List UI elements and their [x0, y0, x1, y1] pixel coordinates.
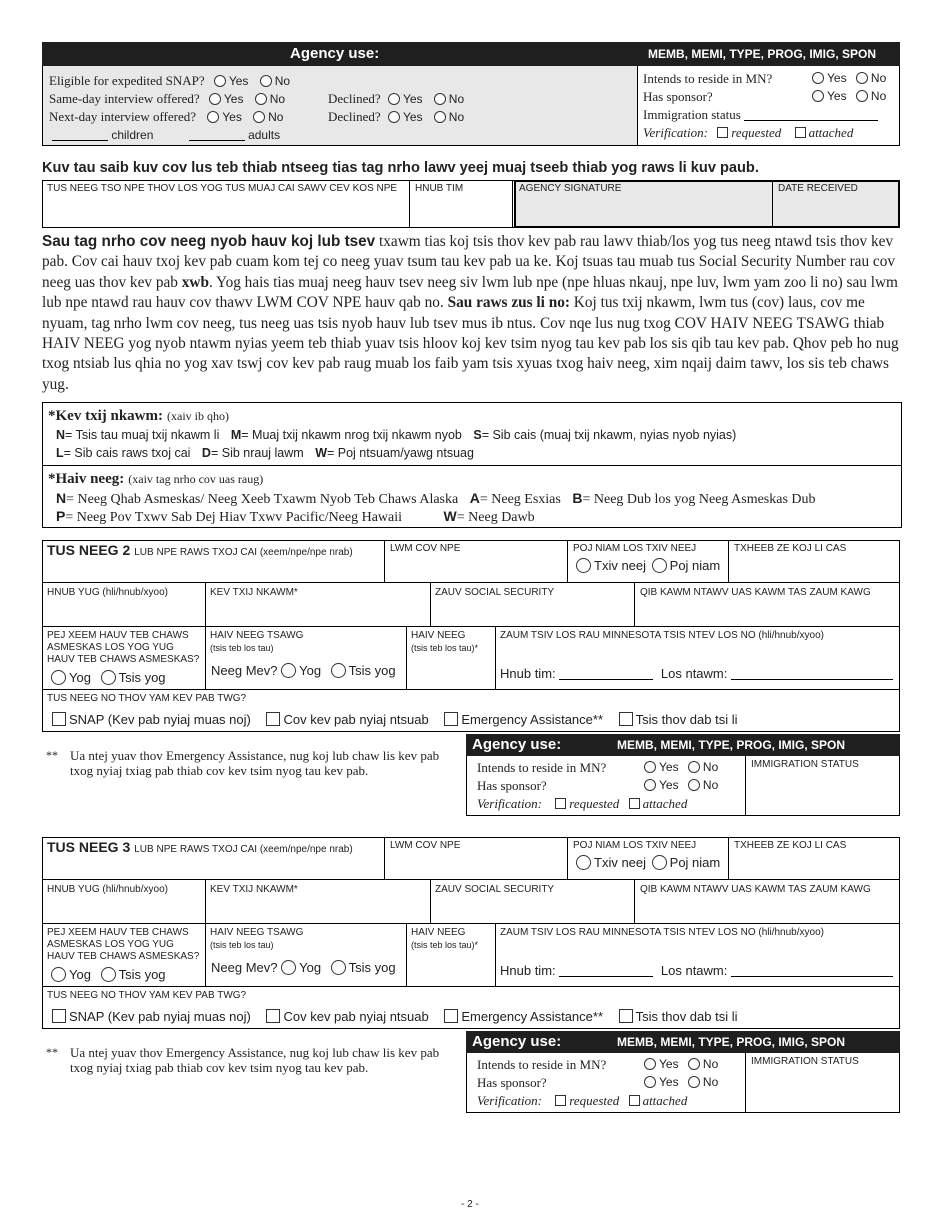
yes-label: Yes: [827, 89, 847, 103]
instructions-text-1: txawm tias koj tsis thov kev pab rau lawv thiab/los yog tus neeg ntawd tsis thov kev pab. Cov cai hauv txoj kev pab cuam kom tej co neeg yuav tsum tau kev pab ua ke. Koj tsuas tau muab tus Social Security Number rau cov neeg uas thov kev pab: [42, 233, 896, 291]
male-radio[interactable]: [576, 558, 591, 573]
code-text: = Neeg Esxias: [479, 492, 561, 507]
next-day-yes-radio[interactable]: [207, 111, 219, 123]
code-text: = Poj ntsuam/yawg ntsuag: [327, 446, 474, 460]
hispanic-no-radio[interactable]: [101, 967, 116, 982]
declined-label: Declined?: [328, 91, 381, 106]
yes-label: Yes: [228, 74, 249, 88]
imm-status-label: Immigration status: [643, 107, 741, 122]
race-legend-line-1: [56, 490, 816, 508]
yes-label: Yes: [402, 92, 423, 106]
no-label: No: [702, 1075, 719, 1089]
attached-label: attached: [808, 125, 854, 140]
yes-label: Yes: [222, 110, 242, 124]
education-label: QIB KAWM NTAWV UAS KAWM TAS ZAUM KAWG: [640, 884, 871, 895]
race-legend-title: [48, 470, 263, 488]
none-label: Tsis thov dab tsi li: [635, 712, 738, 727]
date-received-label: DATE RECEIVED: [778, 183, 858, 194]
cash-checkbox[interactable]: [266, 1009, 280, 1023]
top-sponsor-yes-radio[interactable]: [812, 90, 824, 102]
col-line: [205, 879, 206, 923]
sex-options: [576, 855, 720, 870]
top-intends-options: [812, 71, 886, 85]
code-text: = Tsis tau muaj txij nkawm li: [65, 428, 220, 442]
minority-label: HAIV NEEG TSAWG: [210, 630, 304, 641]
requested-label: requested: [569, 1093, 620, 1108]
code: W: [315, 446, 327, 460]
emergency-note: Ua ntej yuav thov Emergency Assistance, nug koj lub chaw lis kev pab txog nyiaj txiag pab thiab cov kev tsim nyog tau kev pab.: [70, 748, 440, 778]
agency-divider: [637, 66, 638, 146]
children-label: children: [111, 128, 154, 142]
col-line: [406, 923, 407, 986]
race-title: *Haiv neeg:: [48, 471, 125, 487]
code-text: = Sib cais raws txoj cai: [63, 446, 191, 460]
row-line: [42, 689, 900, 690]
instructions-lead: Sau tag nrho cov neeg nyob hauv koj lub tsev: [42, 233, 376, 250]
hispanic-label-2: ASMESKAS LOS YOG YUG: [47, 642, 174, 653]
female-radio[interactable]: [652, 855, 667, 870]
minority-sub-label: (tsis teb los tau): [210, 940, 274, 950]
emergency-note: Ua ntej yuav thov Emergency Assistance, nug koj lub chaw lis kev pab txog nyiaj txiag pab thiab cov kev tsim nyog tau kev pab.: [70, 1045, 440, 1075]
col-line: [205, 923, 206, 986]
arrival-date-field[interactable]: [559, 965, 653, 977]
intends-no-radio[interactable]: [688, 761, 700, 773]
agency-use-codes: MEMB, MEMI, TYPE, PROG, IMIG, SPON: [648, 47, 877, 61]
code: P: [56, 508, 66, 524]
yes-label: Yes: [659, 1075, 679, 1089]
tsis-yog-label: Tsis yog: [348, 960, 396, 975]
signature-date-field[interactable]: HNUB TIM: [415, 183, 464, 194]
arrived-fields: [500, 963, 893, 978]
no-label: No: [702, 760, 719, 774]
yes-label: Yes: [659, 1057, 679, 1071]
sex-label: POJ NIAM LOS TXIV NEEJ: [573, 840, 697, 851]
declined-row-1: [328, 91, 464, 107]
col-line: [205, 626, 206, 689]
hispanic-yes-radio[interactable]: [51, 670, 66, 685]
code-text: = Sib cais (muaj txij nkawm, nyias nyob nyias): [481, 428, 737, 442]
note-mark: **: [46, 1045, 58, 1059]
applicant-signature-field[interactable]: TUS NEEG TSO NPE THOV LOS YOG TUS MUAJ CAI SAWV CEV KOS NPE: [47, 183, 398, 194]
yes-label: Yes: [223, 92, 244, 106]
female-label: Poj niam: [669, 855, 721, 870]
declined-2-no-radio[interactable]: [434, 111, 446, 123]
row-line: [42, 582, 900, 583]
sponsor-yes-radio[interactable]: [644, 1076, 656, 1088]
sponsor-no-radio[interactable]: [688, 779, 700, 791]
yog-label: Yog: [299, 663, 322, 678]
ea-checkbox[interactable]: [444, 1009, 458, 1023]
top-intends-label: Intends to reside in MN?: [643, 71, 773, 86]
sex-options: [576, 558, 720, 573]
mexican-yes-radio[interactable]: [281, 663, 296, 678]
instructions-text-2: . Yog hais tias muaj neeg hauv tsev neeg siv lwm lub npe (npe hluas nkauj, npe luv, lwm yam zoo li no) sau lwm lub npe ntawd rau hauv cov thawv LWM COV NPE hauv qab no.: [42, 273, 898, 312]
yes-label: Yes: [659, 760, 679, 774]
row-line: [42, 879, 900, 880]
place-label: Los ntawm:: [660, 963, 728, 978]
signature-heading: Kuv tau saib kuv cov lus teb thiab ntseeg tias tag nrho lawv yeej muaj tseeb thiab yog raws li kuv paub.: [42, 160, 759, 176]
col-line: [728, 837, 729, 879]
person-2-title: TUS NEEG 2: [47, 542, 131, 558]
intends-options: [644, 760, 718, 774]
marital-legend-title: [48, 407, 229, 425]
intends-options: [644, 1057, 718, 1071]
marital-legend-line-1: [56, 428, 736, 442]
hispanic-options: [51, 967, 166, 982]
no-label: No: [702, 778, 719, 792]
programs-options: [52, 1009, 738, 1024]
intends-label: Intends to reside in MN?: [477, 760, 607, 775]
code: W: [443, 508, 457, 524]
code-text: = Neeg Dub los yog Neeg Asmeskas Dub: [582, 492, 816, 507]
next-day-row: [49, 109, 283, 125]
col-line: [384, 540, 385, 582]
hispanic-label-1: PEJ XEEM HAUV TEB CHAWS: [47, 927, 189, 938]
none-checkbox[interactable]: [619, 712, 633, 726]
agency-divider: [745, 1053, 746, 1113]
requested-checkbox[interactable]: [555, 1095, 566, 1106]
declined-1-no-radio[interactable]: [434, 93, 446, 105]
no-label: No: [702, 1057, 719, 1071]
next-day-no-radio[interactable]: [253, 111, 265, 123]
yes-label: Yes: [659, 778, 679, 792]
intends-label: Intends to reside in MN?: [477, 1057, 607, 1072]
tsis-yog-label: Tsis yog: [348, 663, 396, 678]
female-label: Poj niam: [669, 558, 721, 573]
agency-signature-label: AGENCY SIGNATURE: [519, 183, 622, 194]
code-text: = Neeg Pov Txwv Sab Dej Hiav Txwv Pacific/Neeg Hawaii: [65, 510, 403, 525]
top-sponsor-label: Has sponsor?: [643, 89, 713, 104]
col-line: [430, 582, 431, 626]
code: M: [230, 428, 242, 442]
verification-label: Verification:: [643, 125, 708, 140]
marital-note: (xaiv ib qho): [167, 409, 229, 423]
col-line: [406, 626, 407, 689]
male-label: Txiv neej: [594, 855, 647, 870]
cash-label: Cov kev pab nyiaj ntsuab: [283, 712, 429, 727]
race-note: (xaiv tag nrho cov uas raug): [128, 472, 264, 486]
requested-checkbox[interactable]: [555, 798, 566, 809]
row-line: [42, 626, 900, 627]
requested-label: requested: [731, 125, 782, 140]
hispanic-yes-radio[interactable]: [51, 967, 66, 982]
cash-checkbox[interactable]: [266, 712, 280, 726]
attached-label: attached: [642, 1093, 688, 1108]
mexican-q-label: Neeg Mev?: [211, 663, 278, 678]
same-day-label: Same-day interview offered?: [49, 91, 200, 106]
top-intends-no-radio[interactable]: [856, 72, 868, 84]
page-number: - 2 -: [461, 1199, 479, 1210]
hispanic-label-3: HAUV TEB CHAWS ASMESKAS?: [47, 654, 200, 665]
date-label: Hnub tim:: [500, 666, 556, 681]
none-label: Tsis thov dab tsi li: [635, 1009, 738, 1024]
imm-status-field[interactable]: [744, 109, 878, 121]
programs-label: TUS NEEG NO THOV YAM KEV PAB TWG?: [47, 990, 247, 1001]
no-label: No: [448, 110, 465, 124]
top-verification-row: [643, 125, 853, 141]
top-sponsor-options: [812, 89, 886, 103]
same-day-no-radio[interactable]: [255, 93, 267, 105]
hispanic-label-2: ASMESKAS LOS YOG YUG: [47, 939, 174, 950]
ssn-label: ZAUV SOCIAL SECURITY: [435, 884, 555, 895]
declined-row-2: [328, 109, 464, 125]
yog-label: Yog: [299, 960, 322, 975]
sponsor-no-radio[interactable]: [688, 1076, 700, 1088]
code: D: [201, 446, 211, 460]
race-label: HAIV NEEG: [411, 630, 466, 641]
yes-label: Yes: [402, 110, 423, 124]
attached-checkbox[interactable]: [629, 798, 640, 809]
marital-title: *Kev txij nkawm:: [48, 408, 163, 424]
mexican-no-radio[interactable]: [331, 960, 346, 975]
legal-name-label: LUB NPE RAWS TXOJ CAI (xeem/npe/npe nrab): [134, 547, 353, 558]
adults-label: adults: [248, 128, 281, 142]
expedited-no-radio[interactable]: [260, 75, 272, 87]
attached-label: attached: [642, 796, 688, 811]
yog-label: Yog: [69, 670, 91, 685]
col-line: [430, 879, 431, 923]
snap-label: SNAP (Kev pab nyiaj muas noj): [69, 1009, 251, 1024]
agency-title: Agency use:: [472, 736, 562, 753]
other-names-label: LWM COV NPE: [390, 840, 461, 851]
intends-yes-radio[interactable]: [644, 1058, 656, 1070]
immigration-status-label: IMMIGRATION STATUS: [751, 759, 859, 770]
race-sub-label: (tsis teb los tau)*: [411, 940, 479, 950]
no-label: No: [274, 74, 291, 88]
arrived-label: ZAUM TSIV LOS RAU MINNESOTA TSIS NTEV LOS NO (hli/hnub/xyoo): [500, 630, 824, 641]
sex-label: POJ NIAM LOS TXIV NEEJ: [573, 543, 697, 554]
hispanic-label-3: HAUV TEB CHAWS ASMESKAS?: [47, 951, 200, 962]
col-line: [567, 540, 568, 582]
agency-codes: MEMB, MEMI, TYPE, PROG, IMIG, SPON: [617, 738, 846, 752]
no-label: No: [870, 71, 887, 85]
attached-checkbox[interactable]: [629, 1095, 640, 1106]
sig-divider-1: [409, 180, 410, 228]
instructions-text-3: Koj tus txij nkawm, lwm tus (cov) laus, cov me nyuam, tag nrho lwm cov neeg, tus neeg uas tsis nyob hauv lub tsev mus ib ntus. Cov nqe lus nug txog COV HAIV NEEG TSAWG thiab HAIV NEEG yog nyob ntawm nyias yeem teb thiab yuav tsis hloov koj kev tsim nyog tau kev pab los sis qib tau kev pab. Qhov peb ho nug txog ntsiab lus qhia no yog xav tswj cov kev pab raug muab los faib yam tsis xyuas txog haiv neeg, xim nqaij daim tawv, los sis teb chaws yug.: [42, 294, 899, 393]
legend-divider: [42, 465, 902, 466]
expedited-yes-radio[interactable]: [214, 75, 226, 87]
no-label: No: [870, 89, 887, 103]
ea-checkbox[interactable]: [444, 712, 458, 726]
code-text: = Neeg Qhab Asmeskas/ Neeg Xeeb Txawm Nyob Teb Chaws Alaska: [66, 492, 459, 507]
race-legend-line-2: [56, 508, 535, 526]
minority-options: [211, 663, 396, 678]
ea-label: Emergency Assistance**: [461, 1009, 603, 1024]
arrival-place-field[interactable]: [731, 668, 893, 680]
mexican-q-label: Neeg Mev?: [211, 960, 278, 975]
ea-label: Emergency Assistance**: [461, 712, 603, 727]
dob-label: HNUB YUG (hli/hnub/xyoo): [47, 884, 168, 895]
children-count-field[interactable]: [52, 129, 108, 141]
person-3-section: [0, 837, 950, 1117]
arrival-date-field[interactable]: [559, 668, 653, 680]
row-line: [42, 923, 900, 924]
top-attached-checkbox[interactable]: [795, 127, 806, 138]
minority-sub-label: (tsis teb los tau): [210, 643, 274, 653]
marital-legend-line-2: [56, 446, 474, 460]
hispanic-options: [51, 670, 166, 685]
col-line: [495, 626, 496, 689]
verification-label: Verification:: [477, 1093, 542, 1108]
place-label: Los ntawm:: [660, 666, 728, 681]
male-label: Txiv neej: [594, 558, 647, 573]
legal-name-label: LUB NPE RAWS TXOJ CAI (xeem/npe/npe nrab): [134, 844, 353, 855]
mexican-no-radio[interactable]: [331, 663, 346, 678]
col-line: [567, 837, 568, 879]
expedited-row: [49, 73, 290, 89]
minority-label: HAIV NEEG TSAWG: [210, 927, 304, 938]
sponsor-yes-radio[interactable]: [644, 779, 656, 791]
immigration-status-label: IMMIGRATION STATUS: [751, 1056, 859, 1067]
intends-no-radio[interactable]: [688, 1058, 700, 1070]
snap-checkbox[interactable]: [52, 1009, 66, 1023]
row-line: [42, 986, 900, 987]
yes-label: Yes: [827, 71, 847, 85]
arrived-fields: [500, 666, 893, 681]
sponsor-label: Has sponsor?: [477, 1075, 547, 1090]
snap-label: SNAP (Kev pab nyiaj muas noj): [69, 712, 251, 727]
declined-2-yes-radio[interactable]: [388, 111, 400, 123]
code: N: [56, 490, 67, 506]
expedited-label: Eligible for expedited SNAP?: [49, 73, 205, 88]
col-line: [728, 540, 729, 582]
person-2-section: [0, 540, 950, 820]
no-label: No: [448, 92, 465, 106]
adults-count-field[interactable]: [189, 129, 245, 141]
intends-yes-radio[interactable]: [644, 761, 656, 773]
col-line: [634, 582, 635, 626]
person-title-row: [47, 542, 353, 560]
tsis-yog-label: Tsis yog: [118, 670, 166, 685]
relationship-label: TXHEEB ZE KOJ LI CAS: [734, 543, 847, 554]
cash-label: Cov kev pab nyiaj ntsuab: [283, 1009, 429, 1024]
other-names-label: LWM COV NPE: [390, 543, 461, 554]
person-title-row: [47, 839, 353, 857]
top-intends-yes-radio[interactable]: [812, 72, 824, 84]
person-3-title: TUS NEEG 3: [47, 839, 131, 855]
sig-divider-2: [512, 180, 513, 228]
verification-row: [477, 796, 687, 812]
col-line: [384, 837, 385, 879]
yog-label: Yog: [69, 967, 91, 982]
agency-title: Agency use:: [472, 1033, 562, 1050]
mexican-yes-radio[interactable]: [281, 960, 296, 975]
ssn-label: ZAUV SOCIAL SECURITY: [435, 587, 555, 598]
tsis-yog-label: Tsis yog: [118, 967, 166, 982]
hispanic-label-1: PEJ XEEM HAUV TEB CHAWS: [47, 630, 189, 641]
marital-status-label: KEV TXIJ NKAWM*: [210, 884, 298, 895]
snap-checkbox[interactable]: [52, 712, 66, 726]
declined-label: Declined?: [328, 109, 381, 124]
minority-options: [211, 960, 396, 975]
instructions-paragraph: [42, 232, 902, 395]
verification-label: Verification:: [477, 796, 542, 811]
top-sponsor-no-radio[interactable]: [856, 90, 868, 102]
col-line: [205, 582, 206, 626]
sponsor-options: [644, 778, 718, 792]
code-text: = Muaj txij nkawm nrog txij nkawm nyob: [241, 428, 462, 442]
code-text: = Sib nrauj lawm: [210, 446, 304, 460]
race-sub-label: (tsis teb los tau)*: [411, 643, 479, 653]
dob-label: HNUB YUG (hli/hnub/xyoo): [47, 587, 168, 598]
code: A: [469, 490, 480, 506]
col-line: [634, 879, 635, 923]
code: L: [56, 446, 64, 460]
top-requested-checkbox[interactable]: [717, 127, 728, 138]
same-day-yes-radio[interactable]: [209, 93, 221, 105]
relationship-label: TXHEEB ZE KOJ LI CAS: [734, 840, 847, 851]
note-mark: **: [46, 748, 58, 762]
top-imm-status-row: [643, 107, 878, 123]
next-day-label: Next-day interview offered?: [49, 109, 197, 124]
date-label: Hnub tim:: [500, 963, 556, 978]
col-line: [495, 923, 496, 986]
agency-divider: [745, 756, 746, 816]
instructions-bold-2: Sau raws zus li no:: [447, 294, 570, 312]
arrived-label: ZAUM TSIV LOS RAU MINNESOTA TSIS NTEV LOS NO (hli/hnub/xyoo): [500, 927, 824, 938]
no-label: No: [269, 92, 286, 106]
code: N: [56, 428, 66, 442]
instructions-xwb: xwb: [181, 273, 209, 291]
agency-codes: MEMB, MEMI, TYPE, PROG, IMIG, SPON: [617, 1035, 846, 1049]
agency-use-title: Agency use:: [290, 45, 380, 62]
sponsor-options: [644, 1075, 718, 1089]
declined-1-yes-radio[interactable]: [388, 93, 400, 105]
arrival-place-field[interactable]: [731, 965, 893, 977]
marital-status-label: KEV TXIJ NKAWM*: [210, 587, 298, 598]
hispanic-no-radio[interactable]: [101, 670, 116, 685]
female-radio[interactable]: [652, 558, 667, 573]
requested-label: requested: [569, 796, 620, 811]
programs-options: [52, 712, 738, 727]
code: S: [473, 428, 482, 442]
no-label: No: [268, 110, 284, 124]
sponsor-label: Has sponsor?: [477, 778, 547, 793]
none-checkbox[interactable]: [619, 1009, 633, 1023]
code: B: [572, 490, 583, 506]
education-label: QIB KAWM NTAWV UAS KAWM TAS ZAUM KAWG: [640, 587, 871, 598]
same-day-row: [49, 91, 285, 107]
programs-label: TUS NEEG NO THOV YAM KEV PAB TWG?: [47, 693, 247, 704]
race-label: HAIV NEEG: [411, 927, 466, 938]
male-radio[interactable]: [576, 855, 591, 870]
verification-row: [477, 1093, 687, 1109]
sig-divider-3: [772, 182, 773, 226]
code-text: = Neeg Dawb: [456, 510, 535, 525]
household-count-row: [52, 128, 280, 142]
